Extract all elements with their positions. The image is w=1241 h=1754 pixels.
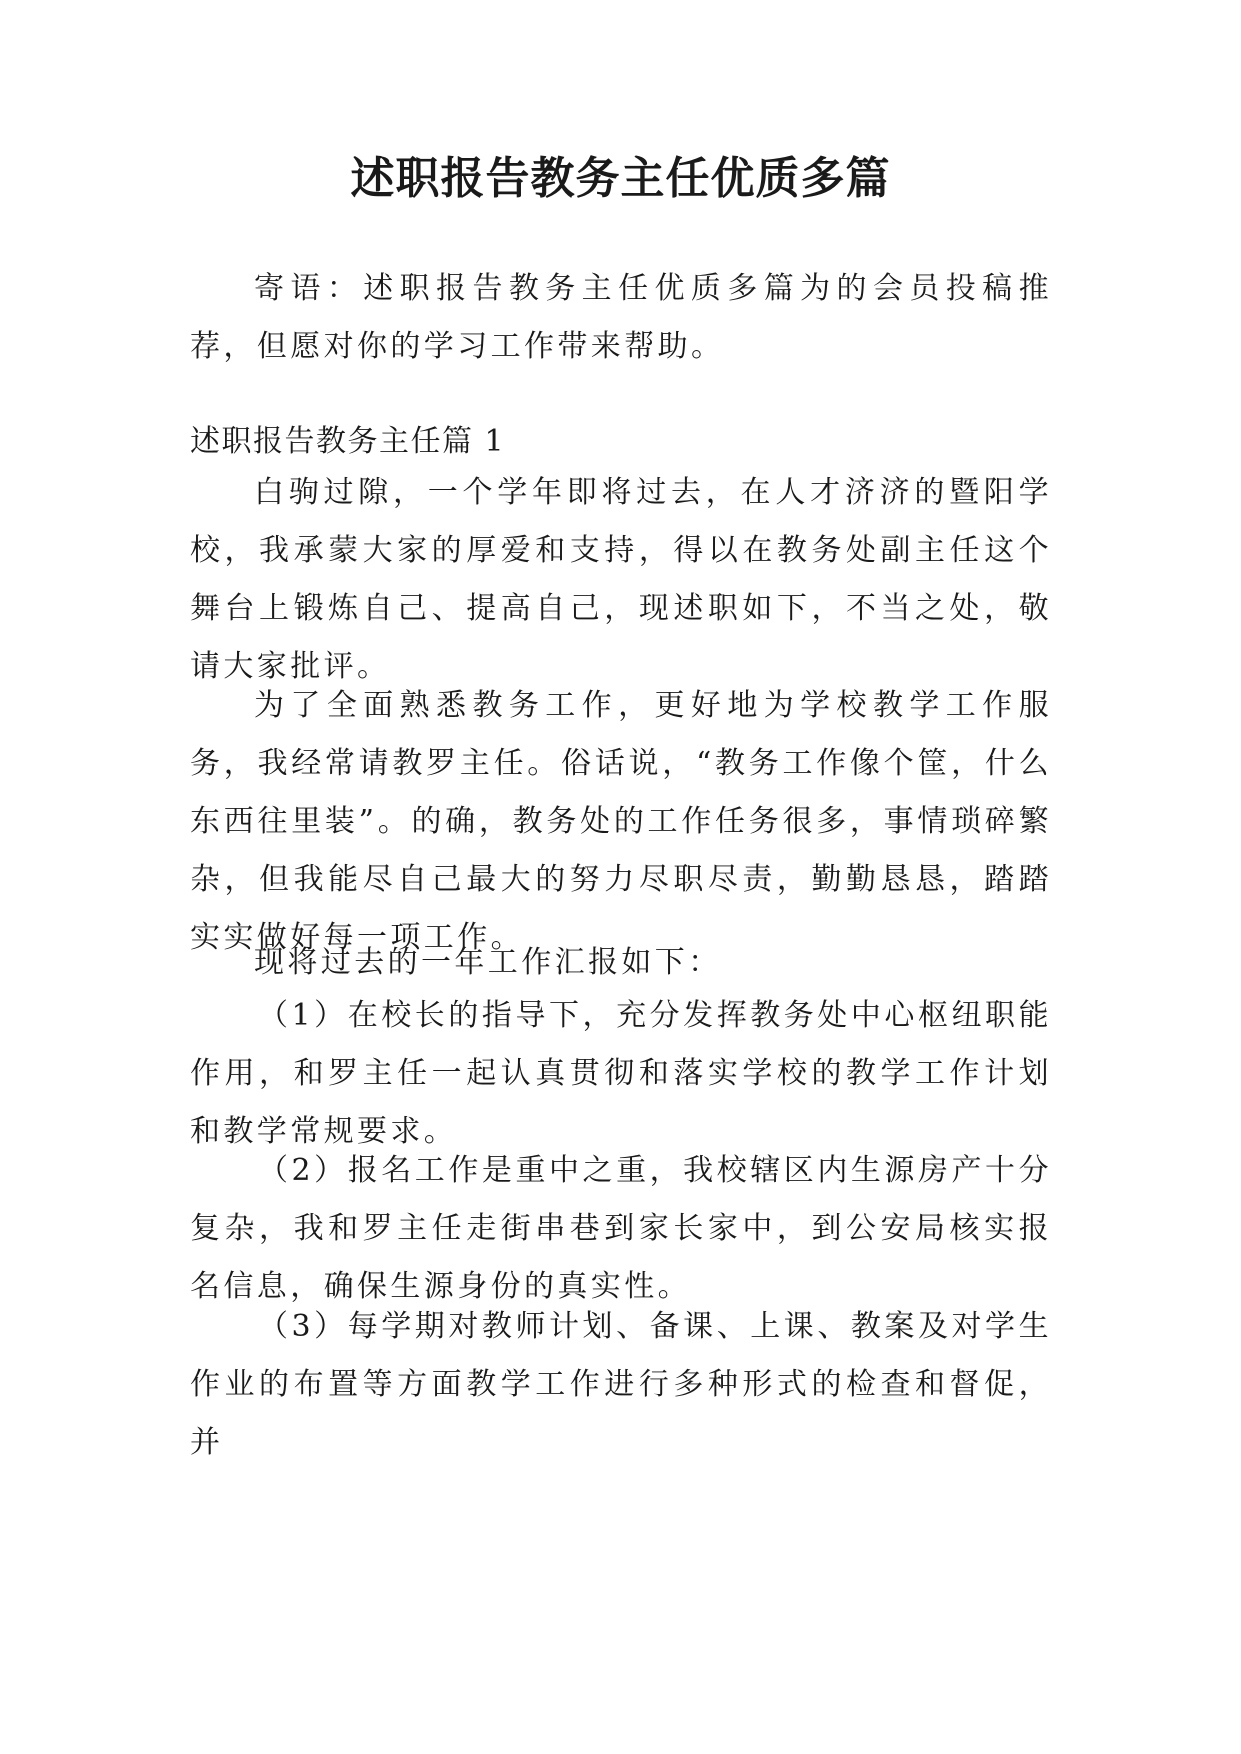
- body-paragraph: 为了全面熟悉教务工作，更好地为学校教学工作服务，我经常请教罗主任。俗话说，“教务工作像个筐，什么东西往里装”。的确，教务处的工作任务很多，事情琐碎繁杂，但我能尽自己最大的努力尽职尽责，勤勤恳恳，踏踏实实做好每一项工作。: [190, 688, 1052, 955]
- body-paragraph: 现将过去的一年工作汇报如下：: [254, 945, 722, 980]
- preface-paragraph: 寄语：述职报告教务主任优质多篇为的会员投稿推荐，但愿对你的学习工作带来帮助。: [190, 271, 1052, 364]
- section-heading: 述职报告教务主任篇 1: [190, 424, 506, 459]
- body-paragraph: （2）报名工作是重中之重，我校辖区内生源房产十分复杂，我和罗主任走街串巷到家长家中，到公安局核实报名信息，确保生源身份的真实性。: [190, 1153, 1052, 1304]
- document-title: 述职报告教务主任优质多篇: [350, 153, 891, 204]
- body-paragraph: （1）在校长的指导下，充分发挥教务处中心枢纽职能作用，和罗主任一起认真贯彻和落实学校的教学工作计划和教学常规要求。: [190, 998, 1052, 1149]
- body-paragraph: 白驹过隙，一个学年即将过去，在人才济济的暨阳学校，我承蒙大家的厚爱和支持，得以在教务处副主任这个舞台上锻炼自己、提高自己，现述职如下，不当之处，敬请大家批评。: [190, 475, 1052, 684]
- body-paragraph: （3）每学期对教师计划、备课、上课、教案及对学生作业的布置等方面教学工作进行多种形式的检查和督促，并: [190, 1309, 1052, 1460]
